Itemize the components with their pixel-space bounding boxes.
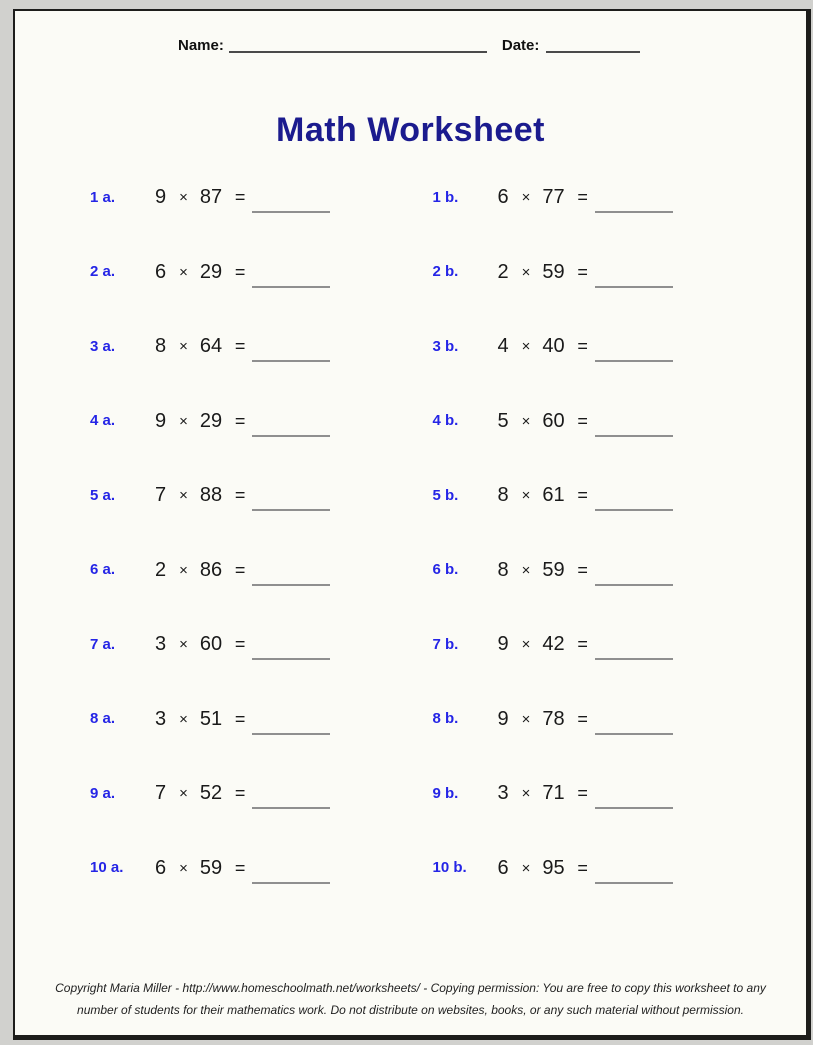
- factor2: 52: [199, 782, 223, 805]
- equals-sign: =: [577, 708, 588, 729]
- problem-1a: [15, 184, 411, 210]
- problem-label: 2 b.: [432, 263, 459, 281]
- factor2: 59: [542, 260, 565, 283]
- multiply-sign: ×: [521, 487, 531, 505]
- equals-sign: =: [234, 336, 246, 357]
- equals-sign: =: [577, 634, 588, 655]
- equals-sign: =: [577, 857, 588, 878]
- problem-label: 7 b.: [432, 635, 459, 653]
- problem-expression: [155, 482, 330, 508]
- problem-2b: [411, 259, 807, 285]
- answer-blank: [595, 270, 673, 288]
- multiply-sign: ×: [521, 412, 531, 430]
- problem-6a: [15, 557, 411, 583]
- multiply-sign: ×: [179, 189, 188, 207]
- problem-8b: [411, 706, 807, 732]
- factor2: 78: [542, 707, 565, 730]
- problem-expression: [155, 333, 330, 359]
- multiply-sign: ×: [179, 859, 188, 877]
- multiply-sign: ×: [521, 263, 531, 281]
- name-fill-line: [229, 49, 487, 53]
- problem-5b: [411, 482, 807, 508]
- factor2: 61: [542, 484, 565, 507]
- multiply-sign: ×: [179, 487, 188, 505]
- problem-label: 1 b.: [432, 188, 459, 206]
- answer-blank: [595, 419, 673, 437]
- problem-label: 10 a.: [90, 859, 124, 877]
- equals-sign: =: [234, 783, 246, 804]
- multiply-sign: ×: [179, 636, 188, 654]
- factor1: 7: [155, 484, 167, 507]
- problem-label: 7 a.: [90, 635, 116, 653]
- answer-blank: [252, 195, 330, 213]
- answer-blank: [595, 791, 673, 809]
- problem-label: 8 b.: [432, 710, 459, 728]
- answer-blank: [595, 195, 673, 213]
- problems-grid: [15, 160, 806, 905]
- answer-blank: [252, 568, 330, 586]
- equals-sign: =: [234, 559, 246, 580]
- problem-3b: [411, 333, 807, 359]
- problem-expression: [155, 855, 330, 881]
- problem-expression: [498, 557, 673, 583]
- answer-blank: [252, 642, 330, 660]
- multiply-sign: ×: [179, 338, 188, 356]
- multiply-sign: ×: [521, 710, 531, 728]
- problem-expression: [498, 706, 673, 732]
- factor1: 7: [155, 782, 167, 805]
- equals-sign: =: [577, 336, 588, 357]
- factor1: 6: [155, 260, 167, 283]
- factor1: 3: [155, 633, 167, 656]
- problem-label: 3 b.: [432, 337, 459, 355]
- factor2: 59: [199, 856, 223, 879]
- factor1: 6: [155, 856, 167, 879]
- problem-4a: [15, 408, 411, 434]
- problem-4b: [411, 408, 807, 434]
- multiply-sign: ×: [179, 710, 188, 728]
- problem-expression: [155, 706, 330, 732]
- factor1: 9: [155, 409, 167, 432]
- factor2: 29: [199, 260, 223, 283]
- problem-expression: [498, 333, 673, 359]
- problem-label: 4 a.: [90, 412, 116, 430]
- answer-blank: [595, 493, 673, 511]
- copyright-line-1: Copyright Maria Miller - http://www.homeschoolmath.net/worksheets/ - Copying permission: You are free to copy this worksheet to any: [55, 981, 766, 995]
- problem-expression: [155, 780, 330, 806]
- factor1: 6: [497, 186, 509, 209]
- problem-3a: [15, 333, 411, 359]
- equals-sign: =: [577, 783, 588, 804]
- answer-blank: [252, 419, 330, 437]
- problem-10a: [15, 855, 411, 881]
- factor1: 8: [497, 484, 509, 507]
- factor1: 2: [497, 260, 509, 283]
- multiply-sign: ×: [521, 189, 531, 207]
- problem-expression: [498, 855, 673, 881]
- factor2: 60: [542, 409, 565, 432]
- equals-sign: =: [577, 559, 588, 580]
- page-title: Math Worksheet: [276, 111, 545, 149]
- problem-expression: [155, 259, 330, 285]
- multiply-sign: ×: [521, 636, 531, 654]
- copyright-footer: [15, 977, 806, 1021]
- multiply-sign: ×: [179, 412, 188, 430]
- answer-blank: [252, 270, 330, 288]
- factor1: 3: [497, 782, 509, 805]
- multiply-sign: ×: [521, 785, 531, 803]
- equals-sign: =: [234, 485, 246, 506]
- answer-blank: [595, 568, 673, 586]
- problem-8a: [15, 706, 411, 732]
- equals-sign: =: [234, 708, 246, 729]
- problem-label: 8 a.: [90, 710, 116, 728]
- name-label: Name:: [178, 37, 224, 54]
- problem-expression: [498, 780, 673, 806]
- problem-9a: [15, 780, 411, 806]
- answer-blank: [595, 866, 673, 884]
- problem-label: 10 b.: [432, 859, 467, 877]
- equals-sign: =: [577, 261, 588, 282]
- factor2: 86: [199, 558, 223, 581]
- date-fill-line: [546, 49, 640, 53]
- factor1: 3: [155, 707, 167, 730]
- factor2: 40: [542, 335, 565, 358]
- answer-blank: [252, 493, 330, 511]
- problem-7b: [411, 631, 807, 657]
- answer-blank: [595, 717, 673, 735]
- problem-5a: [15, 482, 411, 508]
- multiply-sign: ×: [179, 561, 188, 579]
- factor2: 29: [199, 409, 223, 432]
- problem-label: 6 a.: [90, 561, 116, 579]
- answer-blank: [595, 642, 673, 660]
- problem-expression: [498, 482, 673, 508]
- factor2: 51: [199, 707, 223, 730]
- equals-sign: =: [234, 187, 246, 208]
- problem-expression: [155, 557, 330, 583]
- factor2: 77: [542, 186, 565, 209]
- problem-expression: [155, 631, 330, 657]
- answer-blank: [252, 866, 330, 884]
- copyright-line-2: number of students for their mathematics work. Do not distribute on websites, books, or any such material without permission.: [77, 1003, 744, 1017]
- answer-blank: [252, 791, 330, 809]
- equals-sign: =: [234, 857, 246, 878]
- factor1: 8: [497, 558, 509, 581]
- problem-expression: [498, 631, 673, 657]
- problem-expression: [498, 259, 673, 285]
- factor2: 95: [542, 856, 565, 879]
- equals-sign: =: [234, 261, 246, 282]
- problem-label: 3 a.: [90, 337, 116, 355]
- problem-6b: [411, 557, 807, 583]
- factor2: 71: [542, 782, 565, 805]
- problem-9b: [411, 780, 807, 806]
- answer-blank: [595, 344, 673, 362]
- multiply-sign: ×: [179, 263, 188, 281]
- problem-expression: [155, 408, 330, 434]
- date-label: Date:: [501, 37, 540, 54]
- multiply-sign: ×: [521, 338, 531, 356]
- problem-expression: [155, 184, 330, 210]
- problem-1b: [411, 184, 807, 210]
- problem-label: 2 a.: [90, 263, 116, 281]
- factor1: 4: [497, 335, 509, 358]
- problem-7a: [15, 631, 411, 657]
- factor1: 9: [497, 707, 509, 730]
- multiply-sign: ×: [521, 859, 531, 877]
- multiply-sign: ×: [521, 561, 531, 579]
- problem-expression: [498, 184, 673, 210]
- equals-sign: =: [577, 410, 588, 431]
- problem-label: 9 a.: [90, 784, 116, 802]
- factor1: 9: [155, 186, 167, 209]
- name-date-header: [178, 37, 806, 54]
- factor1: 8: [155, 335, 167, 358]
- equals-sign: =: [577, 485, 588, 506]
- answer-blank: [252, 717, 330, 735]
- factor1: 6: [497, 856, 509, 879]
- factor2: 42: [542, 633, 565, 656]
- problem-label: 5 b.: [432, 486, 459, 504]
- problem-10b: [411, 855, 807, 881]
- problem-expression: [498, 408, 673, 434]
- problem-label: 6 b.: [432, 561, 459, 579]
- factor2: 64: [199, 335, 223, 358]
- problem-label: 4 b.: [432, 412, 459, 430]
- answer-blank: [252, 344, 330, 362]
- factor2: 88: [199, 484, 223, 507]
- multiply-sign: ×: [179, 785, 188, 803]
- factor1: 2: [155, 558, 167, 581]
- problem-label: 9 b.: [432, 784, 459, 802]
- factor2: 60: [199, 633, 223, 656]
- factor1: 5: [497, 409, 509, 432]
- problem-label: 1 a.: [90, 188, 116, 206]
- factor2: 59: [542, 558, 565, 581]
- factor1: 9: [497, 633, 509, 656]
- equals-sign: =: [577, 187, 588, 208]
- worksheet-page: [13, 9, 811, 1040]
- problem-2a: [15, 259, 411, 285]
- equals-sign: =: [234, 410, 246, 431]
- equals-sign: =: [234, 634, 246, 655]
- problem-label: 5 a.: [90, 486, 116, 504]
- factor2: 87: [199, 186, 223, 209]
